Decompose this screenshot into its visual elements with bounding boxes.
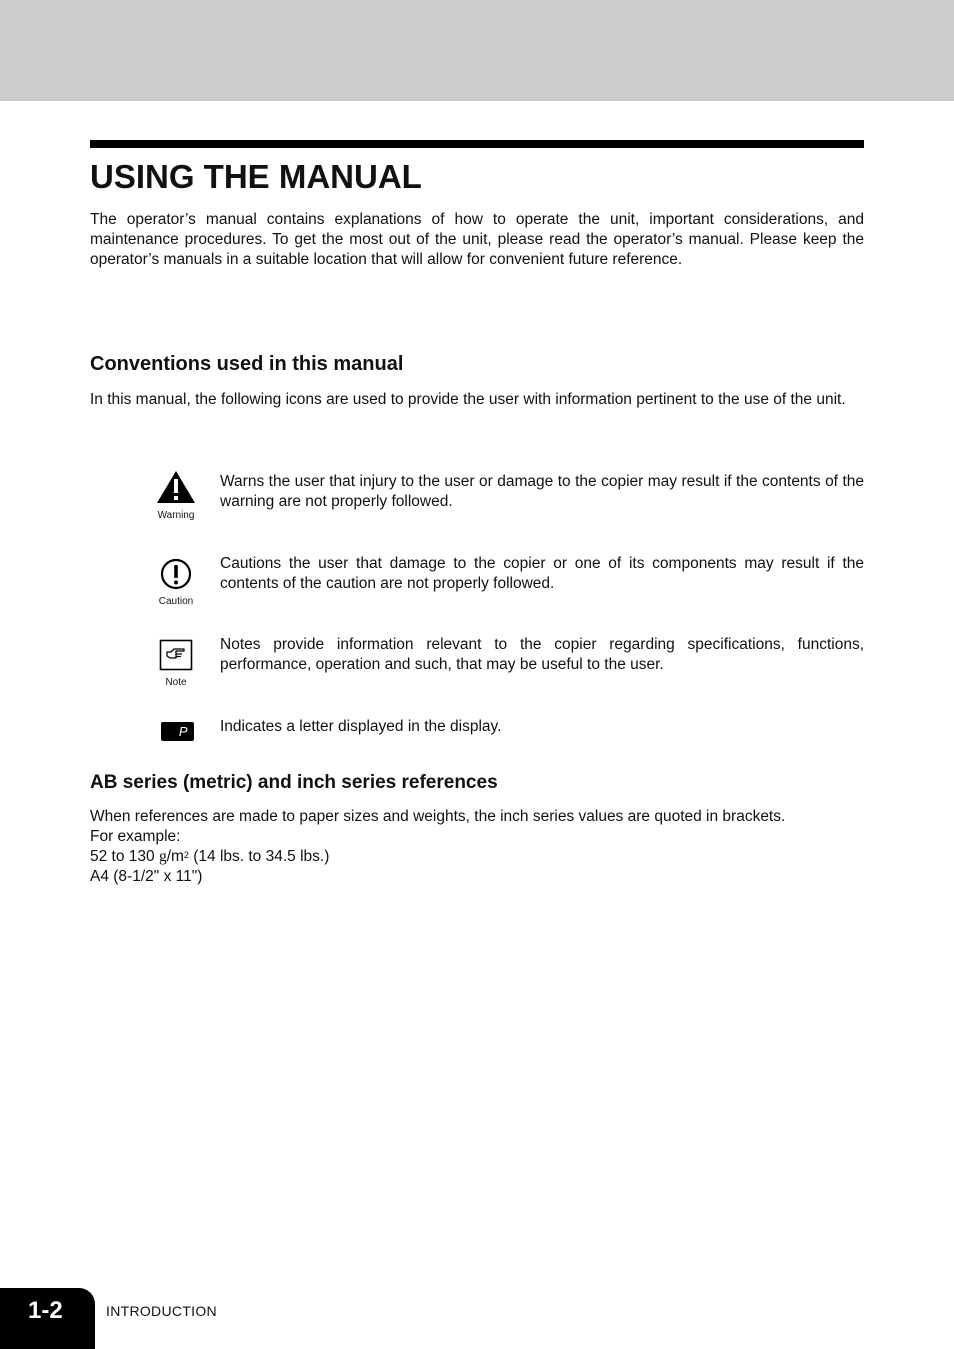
example-weight-unit: g xyxy=(158,848,167,865)
example-size: A4 (8-1/2" x 11") xyxy=(90,868,203,885)
note-label: Note xyxy=(165,677,187,688)
header-band xyxy=(0,0,954,101)
ab-series-description: When references are made to paper sizes and weights, the inch series values are quoted in brackets. xyxy=(90,808,786,825)
warning-icon xyxy=(156,470,196,504)
page-number: 1-2 xyxy=(28,1297,63,1324)
warning-icon-block xyxy=(146,470,206,522)
conventions-description: In this manual, the following icons are used to provide the user with information pertinent to the use of the unit. xyxy=(90,391,846,408)
example-weight-sup: 2 xyxy=(183,850,189,860)
note-icon-block xyxy=(146,639,206,689)
example-weight-prefix: 52 to 130 xyxy=(90,848,159,865)
example-weight-suffix: (14 lbs. to 34.5 lbs.) xyxy=(188,848,330,865)
caution-icon xyxy=(160,558,192,590)
warning-text: Warns the user that injury to the user or damage to the copier may result if the contents of the warning are not properly followed. xyxy=(220,473,864,510)
warning-label: Warning xyxy=(157,510,195,521)
note-icon xyxy=(159,639,193,671)
note-text: Notes provide information relevant to the copier regarding specifications, functions, performance, operation and such, that may be useful to the user. xyxy=(220,636,864,673)
caution-text: Cautions the user that damage to the copier or one of its components may result if the contents of the caution are not properly followed. xyxy=(220,555,864,592)
caution-icon-block xyxy=(146,558,206,608)
display-letter-glyph: P xyxy=(178,724,188,739)
section-label: INTRODUCTION xyxy=(106,1303,217,1319)
page-title: USING THE MANUAL xyxy=(90,158,422,195)
example-weight xyxy=(90,847,329,867)
ab-series-heading: AB series (metric) and inch series references xyxy=(90,772,498,793)
example-weight-unit-rest: /m xyxy=(166,848,184,865)
example-intro: For example: xyxy=(90,828,181,845)
display-letter-icon-block xyxy=(147,722,207,741)
caution-label: Caution xyxy=(158,596,194,607)
conventions-heading: Conventions used in this manual xyxy=(90,353,404,375)
title-rule xyxy=(90,140,864,148)
intro-paragraph: The operator’s manual contains explanations of how to operate the unit, important considerations, and maintenance procedures. To get the most out of the unit, please read the operator’s manual. Please keep the operator’s manuals in a suitable location that will allow for convenient future reference. xyxy=(90,211,864,268)
display-letter-icon xyxy=(161,722,194,741)
display-letter-text: Indicates a letter displayed in the display. xyxy=(220,718,502,735)
